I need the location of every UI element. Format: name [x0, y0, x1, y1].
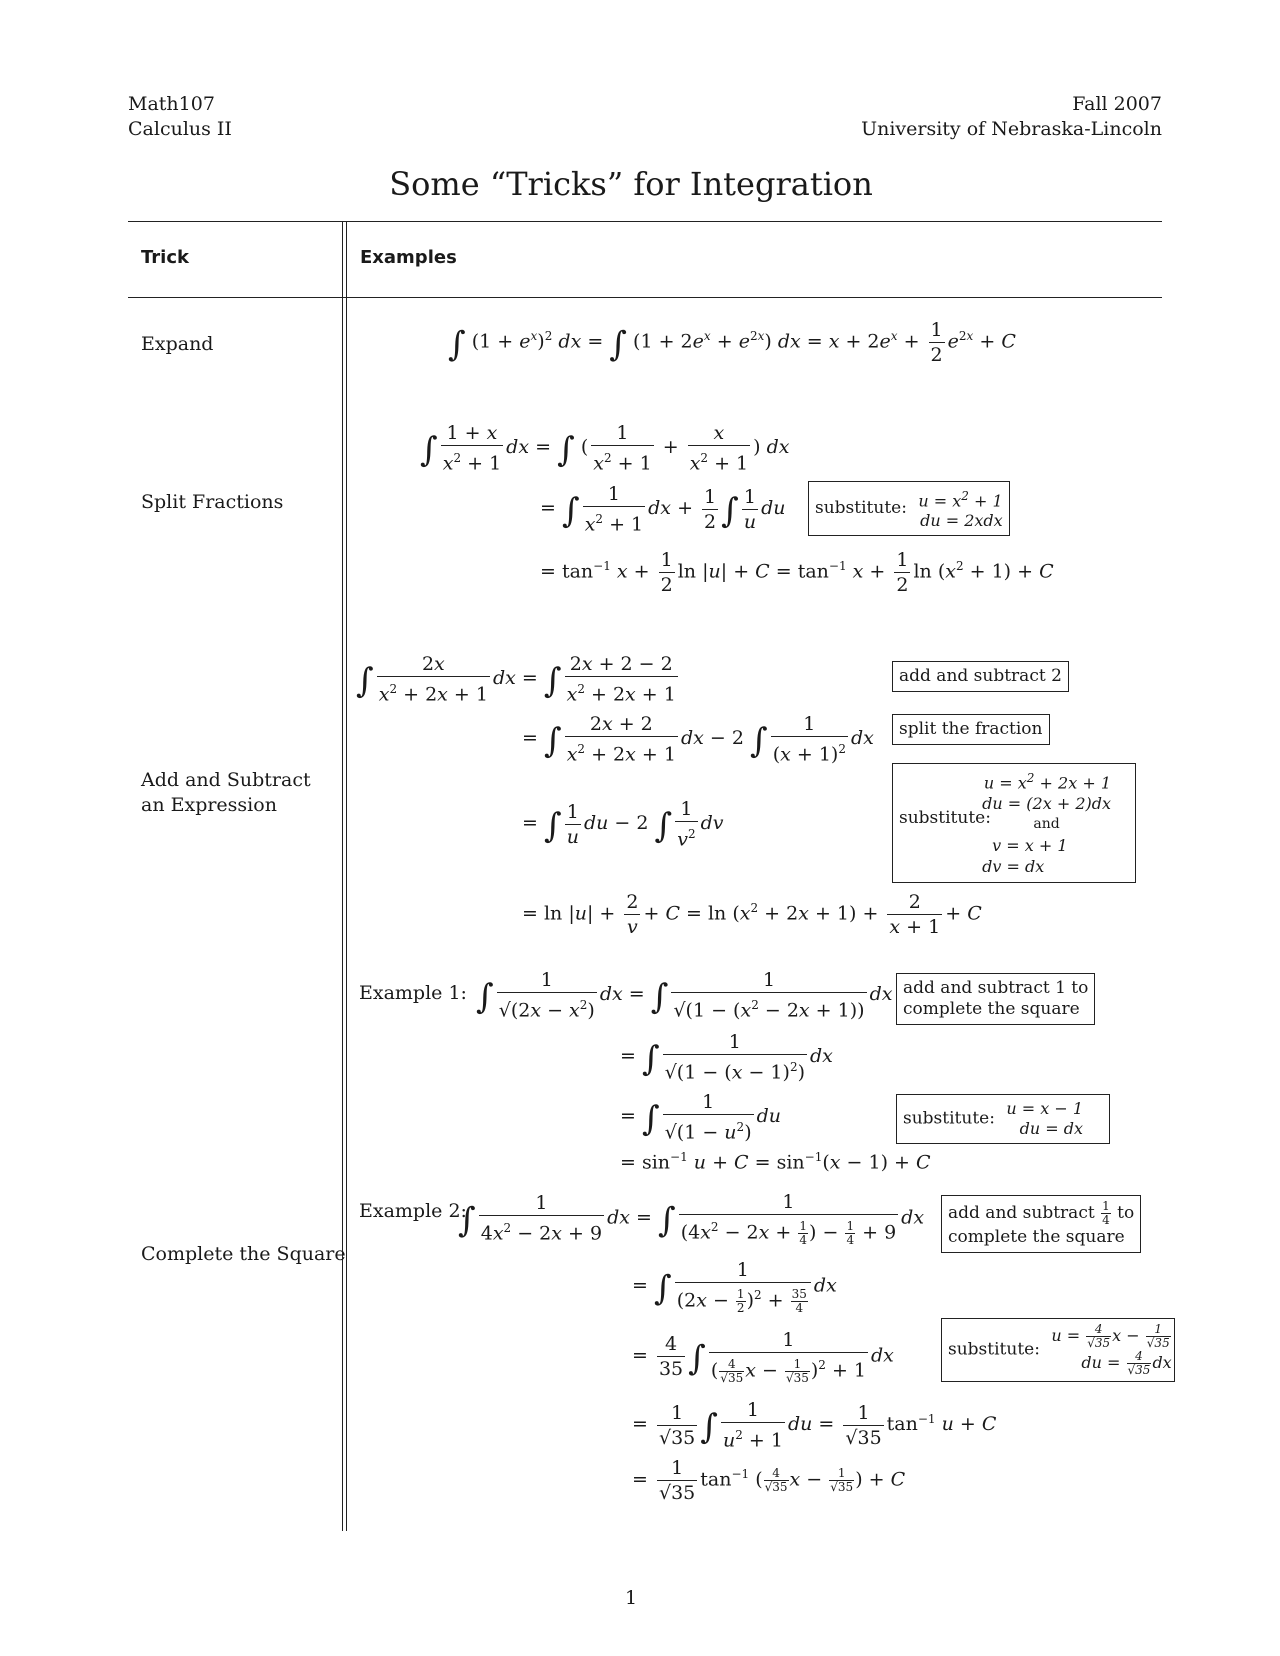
note-substitute-ex2: substitute: u = $\frac{4}{√35}$ x − $\frac{1}{√35}$ du = $\frac{4}{√35}$ dx — [941, 1318, 1175, 1382]
note-split-fraction: split the fraction — [892, 714, 1050, 745]
note-substitute-ex1-label: substitute: — [903, 1108, 995, 1129]
equation-addsub-line2: = ∫ $\frac{2x + 2}{x^2 + 2x + 1}$ dx − 2 ∫ $\frac{1}{(x + 1)^2}$ dx — [522, 713, 874, 766]
equation-ex2-line1: ∫ $\frac{1}{4x^2 - 2x + 9}$ dx = ∫ 1 ($4x^2 - 2x$ + $\frac{1}{4}$ ) − $\frac{1}{4}$ + 9 dx — [458, 1191, 925, 1247]
page-title: Some “Tricks” for Integration — [389, 165, 873, 203]
note-add-subtract-2: add and subtract 2 — [892, 661, 1069, 692]
trick-add-subtract — [141, 768, 311, 818]
equation-ex1-line4: = $\sin^{-1} u + C = \sin^{-1}(x - 1) + C$ — [620, 1150, 931, 1174]
column-header-examples: Examples — [360, 247, 457, 268]
equation-ex2-line3: = $\frac{4}{35}$ ∫ 1 ( $\frac{4}{√35}$ x − $\frac{1}{√35}$ )$^2$ + 1 dx — [632, 1329, 894, 1385]
equation-addsub-line3: = ∫ $\frac{1}{u}$ du − 2 ∫ $\frac{1}{v^2}$ dv — [522, 798, 724, 851]
note-add-subtract-1-line2: complete the square — [903, 999, 1080, 1019]
note-substitute-split: substitute: $u = x^2 + 1$ du = 2xdx — [808, 481, 1010, 536]
course-header — [128, 92, 232, 142]
equation-addsub-line4: = ln |u| + $\frac{2}{v}$ + $C = \ln (x^2 + 2x + 1)$ + $\frac{2}{x + 1}$ + C — [522, 891, 982, 938]
note-add-subtract-1 — [896, 973, 1095, 1025]
term: Fall 2007 — [1072, 93, 1162, 115]
equation-ex2-line5: = $\frac{1}{√35}$ $\tan^{-1}$ ( $\frac{4}{√35}$ x − $\frac{1}{√35}$ ) + C — [632, 1457, 906, 1504]
note-add-subtract-quarter-prefix: add and subtract — [948, 1203, 1095, 1223]
column-divider — [342, 221, 343, 1531]
equation-expand: ∫ $(1 + e^x)^2$ dx = ∫ $(1 + 2e^x + e^{2x})$ dx = $x + 2e^x$ + $\frac{1}{2}$ $e^{2x} + C$ — [448, 319, 1016, 366]
note-substitute-label: substitute: — [815, 498, 907, 519]
note-add-subtract-quarter-line2: complete the square — [948, 1227, 1125, 1247]
example-2-label: Example 2: — [359, 1200, 467, 1222]
trick-complete-square: Complete the Square — [141, 1243, 346, 1265]
note-substitute-ex1: substitute: u = x − 1 du = dx — [896, 1094, 1110, 1144]
example-1-label: Example 1: — [359, 982, 467, 1004]
note-add-subtract-quarter: add and subtract $\frac{1}{4}$ to complete the square — [941, 1195, 1141, 1253]
term-header — [861, 92, 1162, 142]
note-substitute-ex2-label: substitute: — [948, 1339, 1040, 1360]
equation-addsub-line1: ∫ $\frac{2x}{x^2 + 2x + 1}$ dx = ∫ $\frac{2x + 2 - 2}{x^2 + 2x + 1}$ — [356, 653, 676, 706]
table-top-rule — [128, 221, 1162, 222]
table-header-rule — [128, 297, 1162, 298]
column-header-trick: Trick — [141, 247, 189, 268]
equation-ex1-line2: = ∫ $\frac{1}{√(1 - (x - 1)^2)}$ dx — [620, 1031, 833, 1084]
trick-split-fractions: Split Fractions — [141, 491, 284, 513]
note-add-subtract-quarter-suffix: to — [1117, 1203, 1135, 1223]
course-code: Math107 — [128, 93, 215, 115]
equation-split-line2: = ∫ $\frac{1}{x^2 + 1}$ dx + $\frac{1}{2}$ ∫ $\frac{1}{u}$ du — [540, 483, 786, 536]
university: University of Nebraska-Lincoln — [861, 118, 1162, 140]
equation-split-line1: ∫ $\frac{1 + x}{x^2 + 1}$ dx = ∫ ( $\frac{1}{x^2 + 1}$ + $\frac{x}{x^2 + 1}$ ) dx — [420, 422, 790, 475]
page-number: 1 — [624, 1587, 638, 1609]
course-name: Calculus II — [128, 118, 232, 140]
trick-expand: Expand — [141, 333, 214, 355]
note-and: and — [1033, 816, 1060, 833]
note-substitute-uv-label: substitute: — [899, 808, 991, 828]
substitution-u-v: $u = x^2 + 2x + 1$ du = (2x + 2)dx and v = x + 1 dv = dx — [982, 771, 1111, 877]
trick-add-subtract-line1: Add and Subtract — [141, 769, 311, 791]
note-substitute-uv — [892, 763, 1136, 883]
equation-split-line3: = $\tan^{-1} x$ + $\frac{1}{2}$ $\ln |u| + C = \tan^{-1} x$ + $\frac{1}{2}$ $\ln (x^2 + 1) + C$ — [540, 549, 1054, 596]
note-add-subtract-1-line1: add and subtract 1 to — [903, 978, 1089, 998]
equation-ex2-line2: = ∫ 1 (2x − $\frac{1}{2}$ )$^2$ + $\frac{35}{4}$ dx — [632, 1259, 837, 1315]
column-divider-double — [346, 221, 347, 1531]
equation-ex2-line4: = $\frac{1}{√35}$ ∫ $\frac{1}{u^2 + 1}$ du = $\frac{1}{√35}$ $\tan^{-1} u + C$ — [632, 1399, 997, 1452]
equation-ex1-line1: ∫ $\frac{1}{√(2x - x^2)}$ dx = ∫ $\frac{1}{√(1 - (x^2 - 2x + 1))}$ dx — [476, 969, 893, 1022]
equation-ex1-line3: = ∫ $\frac{1}{√(1 - u^2)}$ du — [620, 1091, 782, 1144]
trick-add-subtract-line2: an Expression — [141, 794, 277, 816]
